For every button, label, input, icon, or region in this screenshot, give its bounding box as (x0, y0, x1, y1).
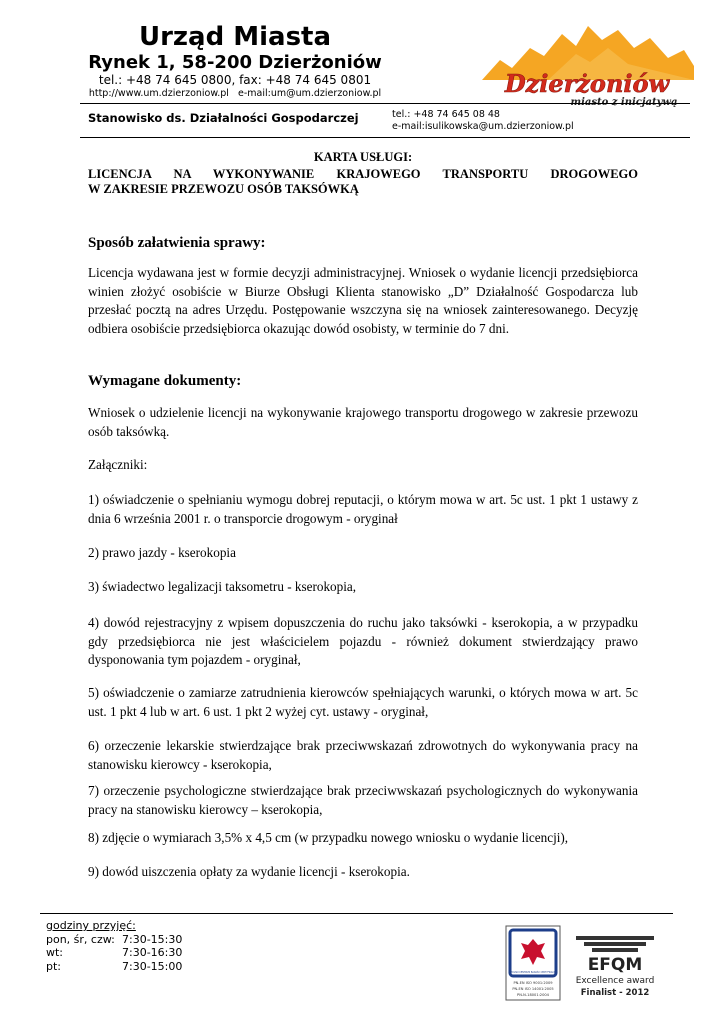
list-item: 7) orzeczenie psychologiczne stwierdzające brak przeciwwskazań psychologicznych do wykonywania pracy na stanowisku kierowcy – kserokopia, (88, 783, 638, 817)
card-label: KARTA USŁUGI: (313, 150, 413, 164)
list-item: 5) oświadczenie o zamiarze zatrudnienia kierowców spełniających warunki, o których mowa w art. 5c ust. 1 pkt 4 lub w art. 6 ust. 1 pkt 2 wyżej cyt. ustawy - oryginał, (88, 685, 638, 719)
list-item: 2) prawo jazdy - kserokopia (88, 545, 236, 560)
list-item: 1) oświadczenie o spełnianiu wymogu dobrej reputacji, o którym mowa w art. 5c ust. 1 pkt 1 ustawy z dnia 6 września 2001 r. o transporcie drogowym - oryginał (88, 492, 638, 526)
office-address: Rynek 1, 58-200 Dzierżoniów (88, 52, 382, 73)
list-item: 4) dowód rejestracyjny z wpisem dopuszczenia do ruchu jako taksówki - kserokopia, a w przypadku gdy przedsiębiorca nie jest właścicielem pojazdu - również dokument stwierdzający prawo dysponowania tym pojazdem - oryginał, (88, 615, 638, 668)
efqm-finalist: Finalist - 2012 (580, 988, 650, 998)
list-item: 6) orzeczenie lekarskie stwierdzające brak przeciwwskazań zdrowotnych do wykonywania pracy na stanowisku kierowcy - kserokopia, (88, 738, 638, 772)
logo-city-name: Dzierżoniów (504, 69, 670, 98)
documents-intro: Wniosek o udzielenie licencji na wykonywanie krajowego transportu drogowego w zakresie przewozu osób taksówką. (88, 405, 638, 439)
department-email: e-mail:isulikowska@um.dzierzoniow.pl (392, 121, 574, 132)
list-item: 3) świadectwo legalizacji taksometru - kserokopia, (88, 579, 357, 594)
hours-time: 7:30-15:30 (122, 932, 183, 946)
cert-standard: PN-EN ISO 14001:2005 (512, 987, 554, 991)
table-row (46, 960, 182, 974)
certification-badge (505, 925, 561, 1001)
efqm-bars-icon (576, 936, 654, 952)
efqm-award (570, 930, 660, 1000)
attachments-label: Załączniki: (88, 457, 148, 472)
efqm-award-label: Excellence award (575, 976, 655, 986)
section-documents-heading: Wymagane dokumenty: (88, 373, 242, 389)
cert-standard: PN-EN ISO 9001:2009 (513, 981, 553, 985)
hours-days: wt: (46, 946, 64, 959)
cert-label: POLSKI CENTRUM BADAŃ I CERTYFIKACJI (510, 971, 556, 974)
hours-time: 7:30-15:00 (122, 959, 183, 973)
department-name: Stanowisko ds. Działalności Gospodarczej (88, 111, 359, 125)
office-hours-title: godziny przyjęć: (46, 919, 136, 932)
department-tel: tel.: +48 74 645 08 48 (392, 109, 500, 120)
hours-days: pon, śr, czw: (46, 932, 115, 946)
section-procedure-heading: Sposób załatwienia sprawy: (88, 235, 266, 251)
table-row (46, 946, 182, 960)
list-item: 8) zdjęcie o wymiarach 3,5% x 4,5 cm (w przypadku nowego wniosku o wydanie licencji), (88, 830, 569, 845)
office-phone-fax: tel.: +48 74 645 0800, fax: +48 74 645 0801 (98, 73, 372, 87)
office-hours (46, 919, 182, 973)
city-logo (478, 18, 696, 108)
hours-days: pt: (46, 959, 62, 973)
office-title: Urząd Miasta (138, 22, 332, 52)
efqm-name: EFQM (587, 955, 643, 975)
card-title-line2: W ZAKRESIE PRZEWOZU OSÓB TAKSÓWKĄ (88, 182, 359, 196)
card-title-line1: LICENCJA NA WYKONYWANIE KRAJOWEGO TRANSPORTU DROGOWEGO (88, 167, 638, 181)
cert-standard: PN-N-18001:2004 (517, 993, 549, 997)
header-divider (80, 103, 690, 104)
footer-divider (40, 913, 673, 914)
section-procedure-text: Licencja wydawana jest w formie decyzji administracyjnej. Wniosek o wydanie licencji przedsiębiorca winien złożyć osobiście w Biurze Obsługi Klienta stanowisko „D” Działalność Gospodarcza lub przesłać pocztą na adres Urzędu. Postępowanie wszczyna się na wniosek zainteresowanego. Decyzję odbiera osobiście przedsiębiorca okazując dowód osobisty, w terminie do 7 dni. (88, 265, 638, 336)
card-title (88, 167, 638, 197)
department-divider (80, 137, 690, 138)
hours-time: 7:30-16:30 (122, 946, 183, 959)
list-item: 9) dowód uiszczenia opłaty za wydanie licencji - kserokopia. (88, 864, 410, 879)
office-web-email: http://www.um.dzierzoniow.pl e-mail:um@um.dzierzoniow.pl (88, 88, 382, 99)
department-contact (392, 109, 574, 133)
office-hours-table (46, 933, 182, 974)
table-row (46, 933, 182, 947)
